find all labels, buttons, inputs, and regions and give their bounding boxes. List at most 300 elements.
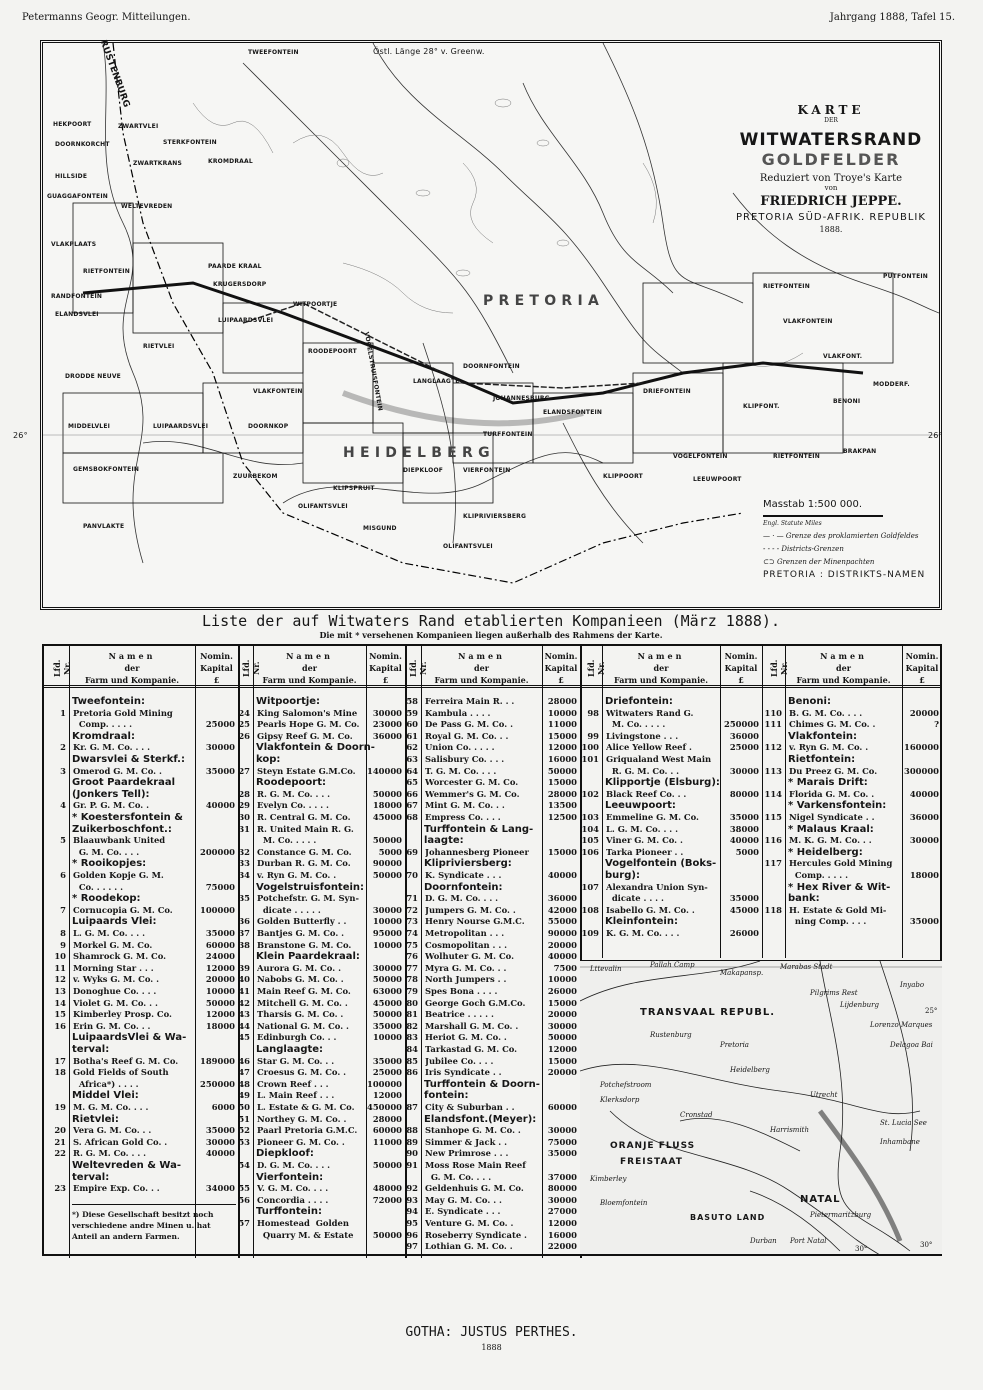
group-divider <box>238 646 240 1258</box>
title-von: von <box>824 184 838 192</box>
row-number: 2 <box>60 742 66 753</box>
company-row <box>580 835 762 847</box>
farm-name: Vlakfontein & Doorn- <box>256 742 375 754</box>
farm-name: Turffontein: <box>256 1206 322 1218</box>
company-row <box>762 789 942 801</box>
row-number: 27 <box>238 765 250 776</box>
company-row <box>238 1021 405 1033</box>
row-number: 58 <box>406 696 418 706</box>
place-label: DOORNKOP <box>248 423 289 430</box>
column-header <box>580 646 762 688</box>
nominal-capital: 11000 <box>547 719 577 730</box>
farm-heading-row <box>238 777 405 789</box>
company-name: Simmer & Jack . . <box>425 1136 508 1147</box>
place-label: VIERFONTEIN <box>463 467 511 474</box>
company-row <box>405 893 580 905</box>
company-row <box>405 916 580 928</box>
company-row <box>405 847 580 859</box>
company-row <box>762 742 942 754</box>
farm-heading-row <box>44 1114 238 1126</box>
header-name: Namen der Farm und Kompanie. <box>796 651 891 685</box>
company-name: Shamrock G. M. Co. <box>73 951 167 962</box>
publication-year: 1888 <box>481 1343 502 1352</box>
header-capital: Nomin. Kapital £ <box>544 651 578 685</box>
row-number: 15 <box>54 1009 66 1020</box>
nominal-capital: 18000 <box>372 800 402 811</box>
nominal-capital: 38000 <box>729 823 759 834</box>
company-row <box>405 1044 580 1056</box>
row-number: 47 <box>238 1067 250 1078</box>
place-label: KRUGERSDORP <box>213 281 267 288</box>
company-name: V. G. M. Co. . . . <box>257 1183 329 1194</box>
farm-name: * Heidelberg: <box>788 846 863 858</box>
title-witwatersrand: WITWATERSRAND <box>739 130 923 150</box>
inset-label: Rustenburg <box>650 1031 692 1039</box>
nominal-capital: 12000 <box>205 962 235 973</box>
farm-heading-row <box>238 1206 405 1218</box>
place-label: ZWARTKRANS <box>133 160 183 167</box>
row-number: 74 <box>406 928 418 938</box>
company-row <box>238 708 405 720</box>
company-name: Geldenhuis G. M. Co. <box>425 1183 524 1194</box>
nominal-capital: 18000 <box>909 870 939 880</box>
company-row <box>44 974 238 986</box>
nominal-capital: 10000 <box>372 1032 402 1043</box>
company-row <box>238 940 405 952</box>
company-row <box>238 800 405 812</box>
inset-label: Kimberley <box>590 1175 627 1183</box>
row-number: 26 <box>238 730 250 741</box>
farm-heading-row <box>580 916 762 928</box>
nominal-capital: 50000 <box>372 870 402 880</box>
company-name: Botha's Reef G. M. Co. <box>73 1055 179 1066</box>
nominal-capital: 35000 <box>205 765 235 776</box>
row-number: 45 <box>238 1032 250 1043</box>
row-number: 63 <box>406 754 418 764</box>
company-name: Constance G. M. Co. <box>257 846 352 857</box>
row-number: 18 <box>54 1067 66 1078</box>
nominal-capital: 6000 <box>211 1102 235 1112</box>
list-title: Liste der auf Witwaters Rand etablierten Kompanieen (März 1888). <box>202 612 780 630</box>
row-number: 105 <box>581 835 599 846</box>
row-number: 103 <box>581 812 599 822</box>
company-row <box>44 940 238 952</box>
row-number: 50 <box>238 1102 250 1112</box>
company-name: Pretoria Gold Mining <box>73 707 173 718</box>
company-name: Potchefstr. G. M. Syn- <box>257 893 359 904</box>
place-label: KLIPSPRUIT <box>333 485 375 492</box>
company-row <box>238 858 405 870</box>
nominal-capital: 36000 <box>729 730 759 741</box>
farm-heading-row <box>238 882 405 894</box>
company-row <box>762 905 942 917</box>
company-name: Jumpers G. M. Co. . <box>425 904 516 915</box>
farm-heading-row <box>44 893 238 905</box>
inset-label: Port Natal <box>790 1237 827 1245</box>
nominal-capital: 50000 <box>372 1009 402 1020</box>
company-row <box>405 1137 580 1149</box>
company-name: Morkel G. M. Co. <box>73 939 153 950</box>
farm-heading-row <box>44 1044 238 1056</box>
nominal-capital: 15000 <box>547 846 577 857</box>
nominal-capital: 7500 <box>553 962 577 973</box>
company-row <box>405 1056 580 1068</box>
company-name: George Goch G.M.Co. <box>425 997 526 1008</box>
company-row <box>238 1102 405 1114</box>
row-number: 14 <box>54 997 66 1008</box>
place-label: ZUURBEKOM <box>233 473 278 480</box>
company-name: Donoghue Co. . . . <box>73 986 157 996</box>
nominal-capital: 80000 <box>729 788 759 799</box>
place-label: WITPOORTJE <box>293 301 338 308</box>
nominal-capital: 35000 <box>205 1125 235 1136</box>
row-number: 91 <box>406 1160 418 1170</box>
column-header <box>238 646 405 688</box>
farm-name: Vogelfontein (Boks- <box>605 858 717 870</box>
row-number: 65 <box>406 777 418 788</box>
farm-name: Rietvlei: <box>72 1113 119 1125</box>
farm-name: Turffontein & Doorn- <box>424 1078 540 1090</box>
farm-heading-row <box>580 800 762 812</box>
farm-name: Roodepoort: <box>256 777 326 789</box>
row-number: 73 <box>406 916 418 927</box>
farm-heading-row <box>44 1032 238 1044</box>
list-subtitle: Die mit * versehenen Kompanieen liegen außerhalb des Rahmens der Karte. <box>319 630 663 640</box>
inset-label: Pallah Camp <box>650 961 695 969</box>
nominal-capital: 16000 <box>547 1229 577 1240</box>
company-name: Gipsy Reef G. M. Co. <box>257 730 353 741</box>
company-row <box>405 777 580 789</box>
company-row <box>44 1137 238 1149</box>
company-row <box>405 1021 580 1033</box>
company-row <box>405 998 580 1010</box>
company-name: Florida G. M. Co. . <box>789 788 875 799</box>
row-number: 99 <box>587 730 599 741</box>
farm-name: * Varkensfontein: <box>788 800 887 812</box>
nominal-capital: 10000 <box>205 986 235 996</box>
farm-name: kop: <box>256 754 281 765</box>
row-number: 59 <box>406 707 418 718</box>
company-name: Golden Butterfly . . <box>257 916 347 927</box>
company-name: Isabello G. M. Co. . <box>606 904 695 915</box>
company-name: Beatrice . . . . . <box>425 1009 494 1020</box>
nominal-capital: 12000 <box>547 742 577 753</box>
farm-heading-row <box>44 1160 238 1172</box>
nominal-capital: 50000 <box>547 765 577 776</box>
nominal-capital: 12000 <box>372 1090 402 1101</box>
nominal-capital: 12000 <box>205 1009 235 1020</box>
company-row <box>44 1183 238 1195</box>
company-name: Henry Nourse G.M.C. <box>425 916 525 927</box>
nominal-capital: 40000 <box>547 951 577 962</box>
nominal-capital: 80000 <box>547 1183 577 1194</box>
header-name: Namen der Farm und Kompanie. <box>434 651 529 685</box>
company-row <box>405 974 580 986</box>
company-row <box>580 742 762 754</box>
row-number: 8 <box>60 928 66 938</box>
inset-label: NATAL <box>800 1194 841 1205</box>
nominal-capital: 40000 <box>909 788 939 799</box>
farm-heading-row <box>44 731 238 743</box>
nominal-capital: 95000 <box>372 928 402 938</box>
row-number: 37 <box>238 928 250 938</box>
row-number: 55 <box>238 1183 250 1194</box>
row-number: 38 <box>238 939 250 950</box>
company-row <box>238 905 405 917</box>
company-row <box>405 1183 580 1195</box>
company-row <box>238 1032 405 1044</box>
company-name: M. G. M. Co. . . . <box>73 1102 149 1112</box>
header-name: Namen der Farm und Kompanie. <box>614 651 708 685</box>
header-capital: Nomin. Kapital £ <box>200 651 233 685</box>
nominal-capital: 30000 <box>372 962 402 973</box>
company-row <box>580 882 762 894</box>
group-divider <box>405 646 407 1258</box>
company-row <box>44 905 238 917</box>
farm-name: Leeuwpoort: <box>605 800 676 812</box>
nominal-capital: 250000 <box>200 1078 235 1089</box>
nominal-capital: 48000 <box>372 1183 402 1194</box>
place-label: LUIPAARDSVLEI <box>153 423 209 430</box>
farm-heading-row <box>762 893 942 905</box>
nominal-capital: 50000 <box>205 997 235 1008</box>
company-name: Edinburgh Co. . . <box>257 1032 337 1043</box>
place-label: TWEEFONTEIN <box>248 49 299 56</box>
company-row <box>405 731 580 743</box>
company-name: dicate . . . . . <box>257 904 321 915</box>
company-name: Concordia . . . . <box>257 1194 329 1205</box>
company-row <box>762 766 942 778</box>
farm-heading-row <box>44 916 238 928</box>
inset-label: Harrismith <box>770 1126 809 1134</box>
farm-name: Middel Vlei: <box>72 1090 139 1102</box>
farm-heading-row <box>405 1090 580 1102</box>
company-row <box>238 824 405 836</box>
company-name: Jubilee Co. . . . <box>425 1055 494 1066</box>
company-row <box>405 905 580 917</box>
company-name: Tarkastad G. M. Co. <box>425 1044 518 1054</box>
nominal-capital: 13500 <box>547 800 577 811</box>
row-number: 23 <box>54 1183 66 1194</box>
company-row <box>44 951 238 963</box>
nominal-capital: 35000 <box>372 1020 402 1031</box>
place-label: ROODEPOORT <box>308 348 357 355</box>
company-name: Griqualand West Main <box>606 754 712 764</box>
nominal-capital: 200000 <box>200 846 235 857</box>
company-name: D. G. M. Co. . . . <box>425 893 499 904</box>
place-label: WELTEVREDEN <box>121 203 173 210</box>
row-number: 101 <box>581 754 599 764</box>
row-number: 53 <box>238 1136 250 1147</box>
company-name: D. G. M. Co. . . . <box>257 1160 331 1170</box>
nominal-capital: 30000 <box>547 1125 577 1136</box>
nominal-capital: 11000 <box>372 1136 402 1147</box>
farm-heading-row <box>405 1079 580 1091</box>
place-label: KLIPPOORT <box>603 473 643 480</box>
company-name: Royal G. M. Co. . . <box>425 730 509 741</box>
row-number: 60 <box>406 719 418 730</box>
place-label: RIETFONTEIN <box>83 268 130 275</box>
company-row <box>238 731 405 743</box>
nominal-capital: 34000 <box>205 1183 235 1194</box>
nominal-capital: 72000 <box>372 1194 402 1205</box>
company-name: Northey G. M. Co. . <box>257 1113 347 1124</box>
company-row <box>238 1056 405 1068</box>
nominal-capital: 50000 <box>372 1229 402 1240</box>
farm-heading-row <box>580 858 762 870</box>
place-label: KLIPFONT. <box>743 403 780 410</box>
company-row <box>238 789 405 801</box>
company-table <box>42 644 942 1256</box>
nominal-capital: 35000 <box>729 893 759 904</box>
company-row <box>405 1148 580 1160</box>
company-name: v. Ryn G. M. Co. . <box>257 870 337 880</box>
header-lfd-nr: Lfd. Nr. <box>51 659 72 678</box>
company-name: Vera G. M. Co. . . <box>73 1125 152 1136</box>
place-label: TURFFONTEIN <box>483 431 533 438</box>
nominal-capital: 25000 <box>372 1067 402 1078</box>
farm-heading-row <box>580 696 762 708</box>
inset-label: Cronstad <box>680 1111 713 1119</box>
farm-name: * Marais Drift: <box>788 777 868 789</box>
farm-name: bank: <box>788 893 820 905</box>
row-number: 61 <box>406 730 418 741</box>
header-name: Namen der Farm und Kompanie. <box>262 651 357 685</box>
map-title-block <box>711 103 951 234</box>
company-row <box>405 1230 580 1242</box>
row-number: 75 <box>406 939 418 950</box>
company-row <box>405 1195 580 1207</box>
row-number: 4 <box>60 800 66 811</box>
nominal-capital: 140000 <box>367 765 402 776</box>
company-row <box>238 1125 405 1137</box>
company-name: King Salomon's Mine <box>257 707 358 718</box>
farm-heading-row <box>238 1044 405 1056</box>
farm-heading-row <box>762 731 942 743</box>
map-scale: Masstab 1:500 000. <box>763 499 863 510</box>
company-name: Metropolitan . . . <box>425 928 505 938</box>
company-name: Pearls Hope G. M. Co. <box>257 719 360 730</box>
company-row <box>405 1172 580 1184</box>
row-number: 87 <box>406 1102 418 1112</box>
place-label: BRAKPAN <box>843 448 877 455</box>
company-row <box>44 1148 238 1160</box>
place-label: RIETVLEI <box>143 343 175 350</box>
company-row <box>44 847 238 859</box>
company-name: B. G. M. Co. . . . <box>789 707 863 718</box>
nominal-capital: 50000 <box>372 1160 402 1170</box>
nominal-capital: 30000 <box>205 742 235 753</box>
row-number: 104 <box>581 823 599 834</box>
title-goldfelder: GOLDFELDER <box>761 150 901 169</box>
farm-heading-row <box>405 824 580 836</box>
farm-heading-row <box>580 777 762 789</box>
row-number: 97 <box>406 1241 418 1252</box>
row-number: 19 <box>54 1102 66 1112</box>
place-label: VOGELFONTEIN <box>673 453 728 460</box>
farm-name: Luipaards Vlei: <box>72 916 157 928</box>
row-number: 12 <box>54 974 66 985</box>
header-name: Namen der Farm und Kompanie. <box>85 651 179 685</box>
farm-heading-row <box>44 1172 238 1184</box>
row-number: 86 <box>406 1067 418 1078</box>
company-row <box>238 766 405 778</box>
row-number: 16 <box>54 1020 66 1031</box>
row-number: 33 <box>238 858 250 869</box>
company-row <box>238 1195 405 1207</box>
farm-name: Turffontein & Lang- <box>424 823 534 835</box>
header-capital: Nomin. Kapital £ <box>369 651 402 685</box>
company-row <box>44 1009 238 1021</box>
place-label: ELANDSFONTEIN <box>543 409 603 416</box>
row-number: 88 <box>406 1125 418 1136</box>
company-name: Nabobs G. M. Co. . <box>257 974 344 985</box>
nominal-capital: 30000 <box>729 765 759 776</box>
company-name: Branstone G. M. Co. <box>257 939 352 950</box>
row-number: 77 <box>406 962 418 973</box>
nominal-capital: 23000 <box>372 719 402 730</box>
row-number: 46 <box>238 1055 250 1066</box>
company-name: T. G. M. Co. . . . <box>425 765 497 776</box>
company-name: May G. M. Co. . . <box>425 1194 502 1205</box>
inset-label: Heidelberg <box>730 1066 770 1074</box>
company-name: E. Syndicate . . . <box>425 1206 501 1217</box>
company-name: Witwaters Rand G. <box>606 707 694 718</box>
company-name: Alexandra Union Syn- <box>606 881 708 892</box>
row-number: 79 <box>406 986 418 996</box>
row-number: 28 <box>238 788 250 799</box>
company-name: Bantjes G. M. Co. . <box>257 928 345 938</box>
company-name: L. G. M. Co. . . . <box>73 928 146 938</box>
company-name: Gr. P. G. M. Co. . <box>73 800 150 811</box>
header-lfd-nr: Lfd. Nr. <box>768 659 789 678</box>
nominal-capital: 30000 <box>547 1194 577 1205</box>
nominal-capital: 28000 <box>372 1113 402 1124</box>
nominal-capital: 40000 <box>205 800 235 811</box>
nominal-capital: 36000 <box>372 730 402 741</box>
company-row <box>762 835 942 847</box>
company-name: Union Co. . . . . <box>425 742 495 753</box>
inset-label: Lttevalin <box>590 965 622 973</box>
legend-mine-boundary: ⊂⊃ Grenzen der Minenpachten <box>763 558 875 566</box>
row-number: 13 <box>54 986 66 996</box>
company-row <box>238 998 405 1010</box>
company-name: R. G. M. Co. . . . <box>73 1148 147 1159</box>
row-number: 102 <box>581 788 599 799</box>
farm-heading-row <box>44 754 238 766</box>
company-row <box>238 916 405 928</box>
legend-district-boundary: - - - - Districts-Grenzen <box>763 545 844 553</box>
nominal-capital: 60000 <box>547 1102 577 1112</box>
company-name: Marshall G. M. Co. . <box>425 1020 519 1031</box>
company-row <box>238 1218 405 1230</box>
title-reduced: Reduziert von Troye's Karte <box>759 173 903 184</box>
company-name: Black Reef Co. . . <box>606 788 687 799</box>
company-row <box>405 1125 580 1137</box>
company-name: Kimberley Prosp. Co. <box>73 1009 172 1020</box>
inset-label: Makapansp. <box>720 969 764 977</box>
inset-label: Delagoa Bai <box>890 1041 933 1049</box>
company-name: L. Main Reef . . . <box>257 1090 335 1101</box>
farm-heading-row <box>762 777 942 789</box>
farm-heading-row <box>405 1114 580 1126</box>
company-name: v. Wyks G. M. Co. . <box>73 974 160 985</box>
company-name: New Primrose . . . <box>425 1148 509 1159</box>
company-name: Heriot G. M. Co. . <box>425 1032 507 1043</box>
row-number: 114 <box>764 788 782 799</box>
row-number: 107 <box>581 881 599 892</box>
company-row <box>405 789 580 801</box>
